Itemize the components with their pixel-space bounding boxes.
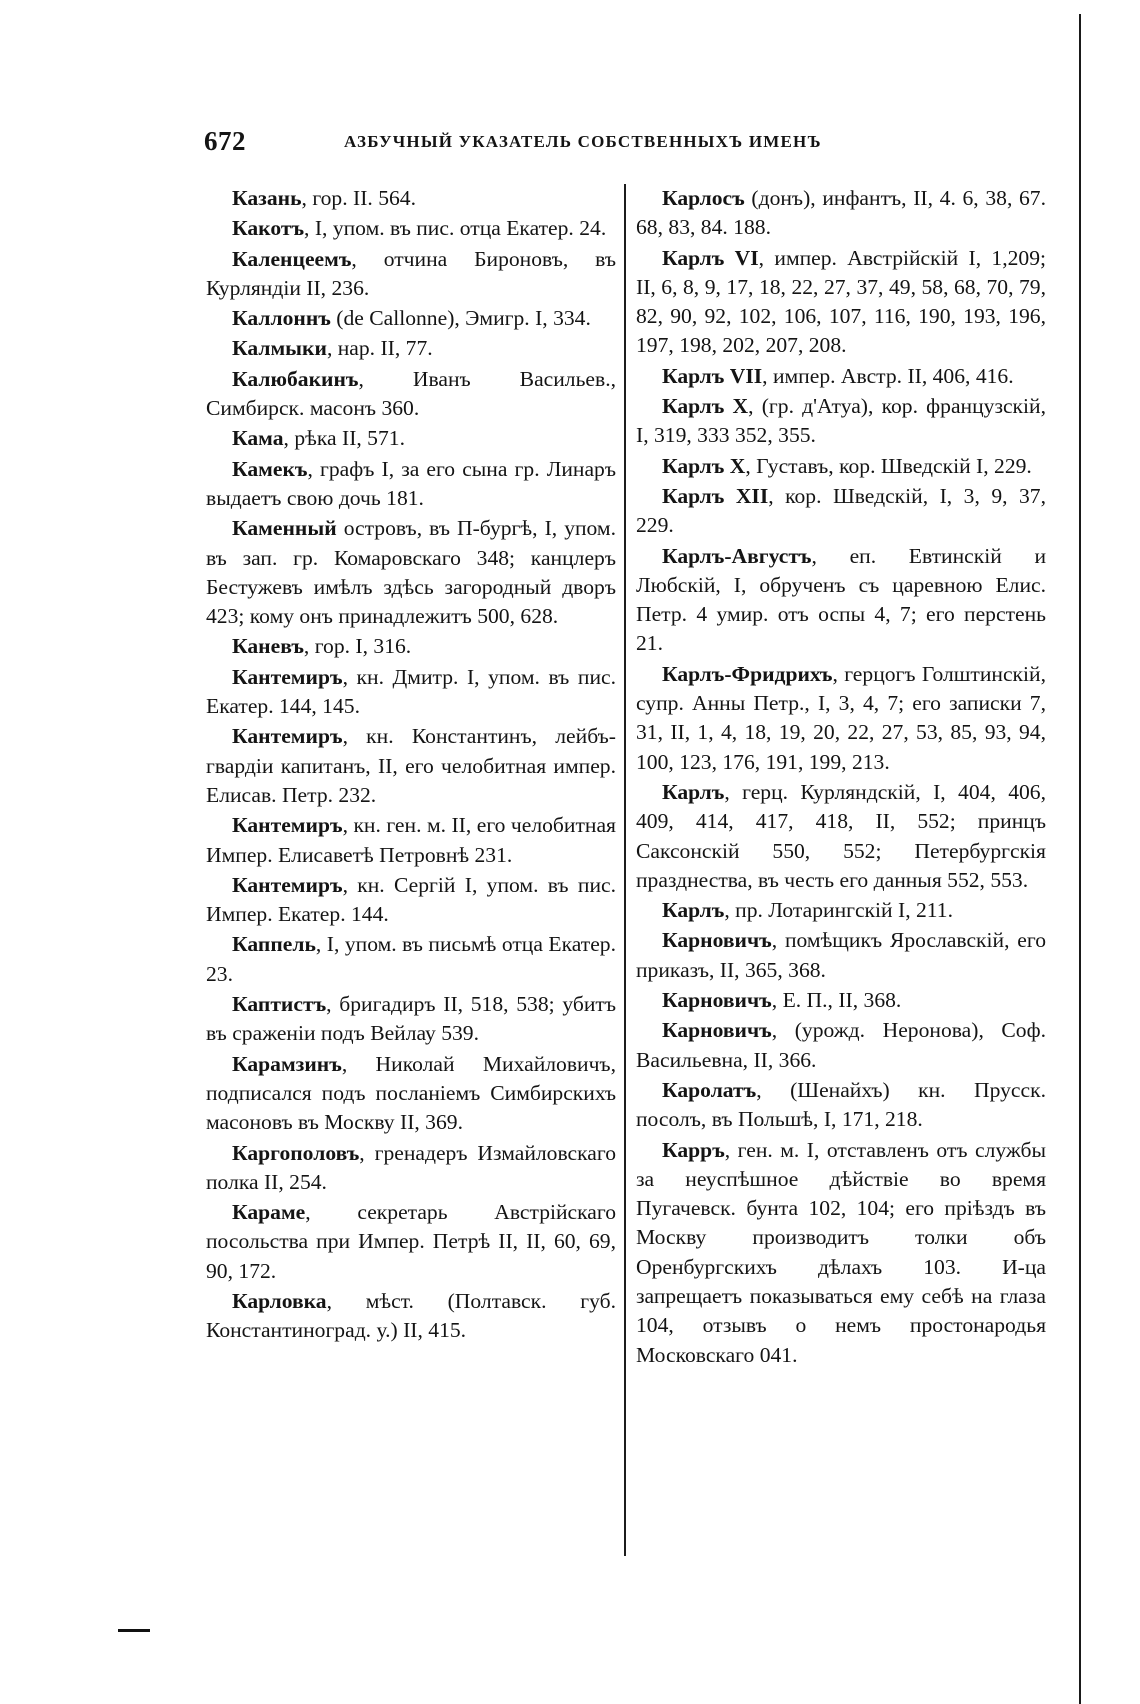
index-entry bbox=[206, 514, 616, 631]
entry-text: , Иванъ Васильев., Симбирск. масонъ 360. bbox=[206, 366, 616, 421]
index-entry bbox=[206, 1139, 616, 1198]
index-entry bbox=[636, 1076, 1046, 1135]
index-entry bbox=[206, 930, 616, 989]
index-entry bbox=[636, 184, 1046, 243]
entry-text: , гренадеръ Измайловскаго полка II, 254. bbox=[206, 1140, 616, 1194]
entry-text: , ген. м. I, отставленъ отъ службы за неуспѣшное дѣйствіе во время Пугачевск. бунта 102, 104; его пріѣздъ въ Москву производитъ толки объ Оренбургскихъ дѣлахъ 103. И-ца запрещаетъ показываться ему себѣ на глаза 104, отзывъ о немъ простонародья Московскаго 041. bbox=[636, 1137, 1046, 1367]
entry-term: Каролатъ bbox=[662, 1077, 757, 1102]
index-entry bbox=[636, 362, 1046, 391]
entry-term: Кантемиръ bbox=[232, 813, 343, 838]
index-entry bbox=[636, 896, 1046, 925]
index-entry bbox=[636, 482, 1046, 541]
index-entry bbox=[636, 778, 1046, 895]
entry-text: , еп. Евтинскій и Любскій, I, обрученъ съ царевною Елис. Петр. 4 умир. отъ оспы 4, 7; его перстень 21. bbox=[636, 543, 1046, 656]
bottom-margin-mark bbox=[118, 1629, 150, 1632]
entry-term: Карновичъ bbox=[662, 928, 772, 953]
entry-text: , I, упом. въ пис. отца Екатер. 24. bbox=[304, 216, 607, 241]
entry-term: Карловка bbox=[232, 1288, 327, 1313]
entry-text: , Густавъ, кор. Шведскій I, 229. bbox=[745, 453, 1032, 478]
index-entry bbox=[206, 1287, 616, 1346]
index-entry bbox=[206, 245, 616, 304]
entry-term: Карамзинъ bbox=[232, 1051, 342, 1076]
entry-term: Карлъ bbox=[662, 898, 725, 923]
index-entry bbox=[206, 424, 616, 453]
entry-text: , импер. Австр. II, 406, 416. bbox=[762, 363, 1014, 388]
entry-text: , кн. ген. м. II, его челобитная Импер. Елисаветѣ Петровнѣ 231. bbox=[206, 813, 616, 867]
entry-term: Каллоннъ bbox=[232, 306, 331, 331]
entry-text: , рѣка II, 571. bbox=[283, 426, 405, 451]
entry-term: Калмыки bbox=[232, 336, 327, 361]
entry-term: Карлъ X bbox=[662, 394, 749, 419]
entry-term: Карлъ-Августъ bbox=[662, 543, 812, 568]
index-entry bbox=[636, 452, 1046, 481]
entry-term: Карлъ-Фридрихъ bbox=[662, 661, 833, 686]
index-entry bbox=[636, 926, 1046, 985]
index-entry bbox=[206, 455, 616, 514]
entry-text: , кн. Сергій I, упом. въ пис. Импер. Екатер. 144. bbox=[206, 872, 616, 927]
entry-term: Карлосъ bbox=[662, 186, 745, 210]
index-entry bbox=[206, 184, 616, 213]
index-entry bbox=[206, 722, 616, 810]
running-title: АЗБУЧНЫЙ УКАЗАТЕЛЬ СОБСТВЕННЫХЪ ИМЕНЪ bbox=[344, 132, 822, 151]
entry-text: , нар. II, 77. bbox=[326, 336, 433, 361]
index-entry bbox=[206, 632, 616, 661]
entry-term: Камекъ bbox=[232, 456, 308, 481]
page-edge-line bbox=[1079, 14, 1081, 1704]
index-entry bbox=[636, 244, 1046, 361]
right-column bbox=[636, 184, 1046, 1371]
entry-text: , кор. Шведскій, I, 3, 9, 37, 229. bbox=[636, 483, 1046, 538]
entry-text: , бригадиръ II, 518, 538; убитъ въ сраженіи подъ Вейлау 539. bbox=[206, 992, 616, 1046]
index-entry bbox=[206, 663, 616, 722]
entry-term: Карновичъ bbox=[662, 1018, 772, 1043]
entry-text: , пр. Лотарингскій I, 211. bbox=[724, 898, 953, 923]
entry-term: Карлъ VI bbox=[662, 245, 759, 270]
entry-text: , Николай Михайловичъ, подписался подъ посланіемъ Симбирскихъ масоновъ въ Москву II, 369. bbox=[206, 1051, 616, 1135]
entry-term: Карлъ bbox=[662, 779, 725, 804]
entry-term: Карновичъ bbox=[662, 988, 772, 1013]
entry-term: Карлъ XII bbox=[662, 483, 769, 508]
entry-term: Каргополовъ bbox=[232, 1140, 360, 1165]
entry-term: Карлъ VII bbox=[662, 363, 763, 388]
index-entry bbox=[636, 660, 1046, 777]
left-column bbox=[206, 184, 616, 1347]
index-entry bbox=[636, 1136, 1046, 1370]
index-entry bbox=[206, 214, 616, 243]
index-entry bbox=[206, 365, 616, 424]
entry-term: Карлъ X bbox=[662, 453, 746, 478]
page-number: 672 bbox=[204, 126, 246, 156]
entry-term: Какотъ bbox=[232, 216, 305, 241]
entry-term: Каневъ bbox=[232, 634, 304, 659]
entry-text: , герцогъ Голштинскій, супр. Анны Петр., I, 3, 4, 7; его записки 7, 31, II, 1, 4, 18, 19, 20, 22, 27, 53, 85, 93, 94, 100, 123, 176, 191, 199, 213. bbox=[636, 661, 1046, 774]
entry-term: Караме bbox=[232, 1200, 306, 1225]
index-entry bbox=[206, 1050, 616, 1138]
entry-text: , отчина Бироновъ, въ Курляндіи II, 236. bbox=[206, 246, 616, 300]
entry-text: , гор. I, 316. bbox=[303, 634, 412, 659]
entry-text: , кн. Дмитр. I, упом. въ пис. Екатер. 144, 145. bbox=[206, 664, 616, 719]
entry-term: Каменный bbox=[232, 516, 337, 541]
index-entry bbox=[206, 1198, 616, 1286]
entry-text: (de Callonne), Эмигр. I, 334. bbox=[330, 306, 591, 331]
entry-term: Кантемиръ bbox=[232, 724, 343, 749]
index-entry bbox=[206, 871, 616, 930]
entry-text: , секретарь Австрійскаго посольства при Импер. Петрѣ II, II, 60, 69, 90, 172. bbox=[206, 1200, 616, 1283]
index-entry bbox=[206, 990, 616, 1049]
index-entry bbox=[636, 542, 1046, 659]
entry-text: островъ, въ П-бургѣ, I, упом. въ зап. гр. Комаровскаго 348; канцлеръ Бестужевъ имѣлъ здѣсь загородный дворъ 423; кому онъ принадлежитъ 500, 628. bbox=[206, 516, 616, 629]
entry-text: , I, упом. въ письмѣ отца Екатер. 23. bbox=[206, 932, 616, 986]
entry-term: Казань bbox=[232, 186, 302, 210]
index-entry bbox=[206, 811, 616, 870]
entry-text: , мѣст. (Полтавск. губ. Константиноград. у.) II, 415. bbox=[206, 1288, 616, 1343]
entry-term: Карръ bbox=[662, 1137, 725, 1162]
entry-text: , (гр. д'Атуа), кор. французскій, I, 319, 333 352, 355. bbox=[636, 394, 1046, 448]
entry-text: (донъ), инфантъ, II, 4. 6, 38, 67. 68, 83, 84. 188. bbox=[636, 186, 1046, 240]
entry-term: Кама bbox=[232, 426, 284, 451]
index-entry bbox=[636, 1016, 1046, 1075]
entry-term: Кантемиръ bbox=[232, 872, 343, 897]
entry-term: Кантемиръ bbox=[232, 664, 343, 689]
entry-text: , (Шенайхъ) кн. Прусск. посолъ, въ Польшѣ, I, 171, 218. bbox=[636, 1077, 1046, 1132]
entry-text: , импер. Австрійскій I, 1,209; II, 6, 8, 9, 17, 18, 22, 27, 37, 49, 58, 68, 70, 79, 82, 90, 92, 102, 106, 107, 116, 190, 193, 196, 197, 198, 202, 207, 208. bbox=[636, 245, 1047, 358]
entry-text: , помѣщикъ Ярославскій, его приказъ, II, 365, 368. bbox=[636, 928, 1046, 982]
index-entry bbox=[636, 986, 1046, 1015]
entry-text: , Е. П., II, 368. bbox=[771, 988, 902, 1013]
running-header bbox=[204, 126, 864, 160]
entry-text: , кн. Константинъ, лейбъ-гвардіи капитанъ, II, его челобитная импер. Елисав. Петр. 232. bbox=[206, 724, 616, 807]
index-entry bbox=[206, 304, 616, 333]
entry-text: , графъ I, за его сына гр. Линаръ выдаетъ свою дочь 181. bbox=[206, 456, 616, 510]
entry-term: Каппель bbox=[232, 932, 316, 957]
index-entry bbox=[206, 334, 616, 363]
entry-text: , (урожд. Неронова), Соф. Васильевна, II, 366. bbox=[636, 1018, 1046, 1072]
entry-text: , герц. Курляндскій, I, 404, 406, 409, 414, 417, 418, II, 552; принцъ Саксонскій 550, 552; Петербургскія празднества, въ честь его данныя 552, 553. bbox=[636, 779, 1046, 892]
entry-text: , гор. II. 564. bbox=[301, 186, 416, 210]
entry-term: Каптистъ bbox=[232, 992, 327, 1017]
entry-term: Каленцеемъ bbox=[232, 246, 352, 271]
entry-term: Калюбакинъ bbox=[232, 366, 359, 391]
column-divider bbox=[624, 184, 626, 1556]
index-entry bbox=[636, 392, 1046, 451]
